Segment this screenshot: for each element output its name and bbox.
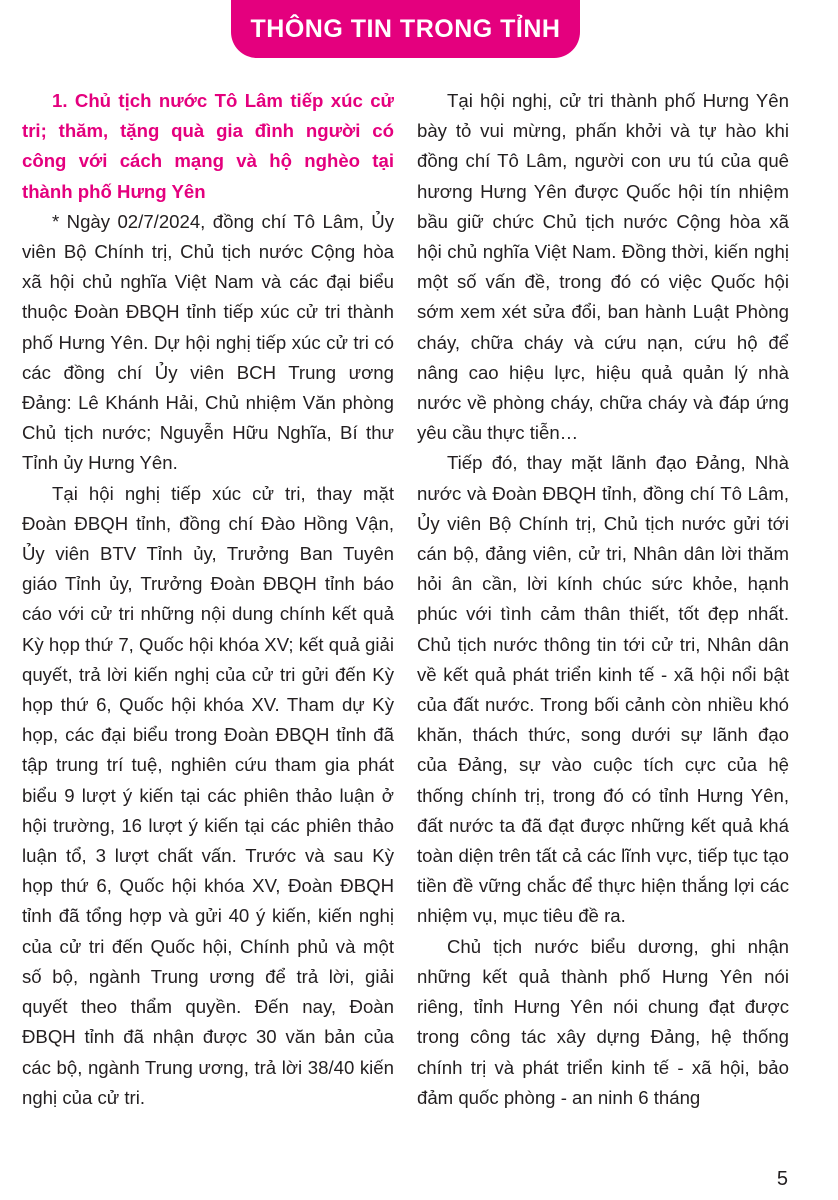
section-banner <box>231 0 580 58</box>
section-banner-title: THÔNG TIN TRONG TỈNH <box>250 14 561 43</box>
page-number: 5 <box>776 1168 788 1190</box>
article-paragraph: Tiếp đó, thay mặt lãnh đạo Đảng, Nhà nước và Đoàn ĐBQH tỉnh, đồng chí Tô Lâm, Ủy viên Bộ Chính trị, Chủ tịch nước gửi tới cán bộ, đảng viên, cử tri, Nhân dân lời thăm hỏi ân cần, lời kính chúc sức khỏe, hạnh phúc với tình cảm thân thiết, tốt đẹp nhất. Chủ tịch nước thông tin tới cử tri, Nhân dân về kết quả phát triển kinh tế - xã hội nổi bật của đất nước. Trong bối cảnh còn nhiều khó khăn, thách thức, song dưới sự lãnh đạo của Đảng, sự vào cuộc tích cực của hệ thống chính trị, trong đó có tỉnh Hưng Yên, đất nước ta đã đạt được những kết quả khá toàn diện trên tất cả các lĩnh vực, tiếp tục tạo tiền đề vững chắc để thực hiện thắng lợi các nhiệm vụ, mục tiêu đề ra. <box>417 452 789 927</box>
article-paragraph: Tại hội nghị, cử tri thành phố Hưng Yên bày tỏ vui mừng, phấn khởi và tự hào khi đồng chí Tô Lâm, người con ưu tú của quê hương Hưng Yên được Quốc hội tín nhiệm bầu giữ chức Chủ tịch nước Cộng hòa xã hội chủ nghĩa Việt Nam. Đồng thời, kiến nghị một số vấn đề, trong đó có việc Quốc hội sớm xem xét sửa đổi, ban hành Luật Phòng cháy, chữa cháy và cứu nạn, cứu hộ để nâng cao hiệu lực, hiệu quả quản lý nhà nước về phòng cháy, chữa cháy và đáp ứng yêu cầu thực tiễn… <box>417 90 789 444</box>
article-paragraph: Tại hội nghị tiếp xúc cử tri, thay mặt Đoàn ĐBQH tỉnh, đồng chí Đào Hồng Vận, Ủy viên BTV Tỉnh ủy, Trưởng Ban Tuyên giáo Tỉnh ủy, Trưởng Đoàn ĐBQH tỉnh báo cáo với cử tri những nội dung chính kết quả Kỳ họp thứ 7, Quốc hội khóa XV; kết quả giải quyết, trả lời kiến nghị của cử tri gửi đến Kỳ họp thứ 6, Quốc hội khóa XV. Tham dự Kỳ họp, các đại biểu trong Đoàn ĐBQH tỉnh đã tập trung trí tuệ, nghiên cứu tham gia phát biểu 9 lượt ý kiến tại các phiên thảo luận ở hội trường, 16 lượt ý kiến tại các phiên thảo luận tổ, 3 lượt chất vấn. Trước và sau Kỳ họp thứ 6, Quốc hội khóa XV, Đoàn ĐBQH tỉnh đã tổng hợp và gửi 40 ý kiến, kiến nghị của cử tri đến Quốc hội, Chính phủ và một số bộ, ngành Trung ương để trả lời, giải quyết theo thẩm quyền. Đến nay, Đoàn ĐBQH tỉnh đã nhận được 30 văn bản của các bộ, ngành Trung ương, trả lời 38/40 kiến nghị của cử tri. <box>22 482 394 1108</box>
article-heading: 1. Chủ tịch nước Tô Lâm tiếp xúc cử tri; thăm, tặng quà gia đình người có công với cách mạng và hộ nghèo tại thành phố Hưng Yên <box>22 90 394 202</box>
article-column-right <box>417 86 789 1113</box>
article-paragraph: * Ngày 02/7/2024, đồng chí Tô Lâm, Ủy viên Bộ Chính trị, Chủ tịch nước Cộng hòa xã hội chủ nghĩa Việt Nam và các đại biểu thuộc Đoàn ĐBQH tỉnh tiếp xúc cử tri thành phố Hưng Yên. Dự hội nghị tiếp xúc cử tri có các đồng chí Ủy viên BCH Trung ương Đảng: Lê Khánh Hải, Chủ nhiệm Văn phòng Chủ tịch nước; Nguyễn Hữu Nghĩa, Bí thư Tỉnh ủy Hưng Yên. <box>22 210 394 474</box>
article-paragraph: Chủ tịch nước biểu dương, ghi nhận những kết quả thành phố Hưng Yên nói riêng, tỉnh Hưng Yên nói chung đạt được trong công tác xây dựng Đảng, hệ thống chính trị và phát triển kinh tế - xã hội, bảo đảm quốc phòng - an ninh 6 tháng <box>417 935 789 1108</box>
article-column-left <box>22 86 394 1113</box>
